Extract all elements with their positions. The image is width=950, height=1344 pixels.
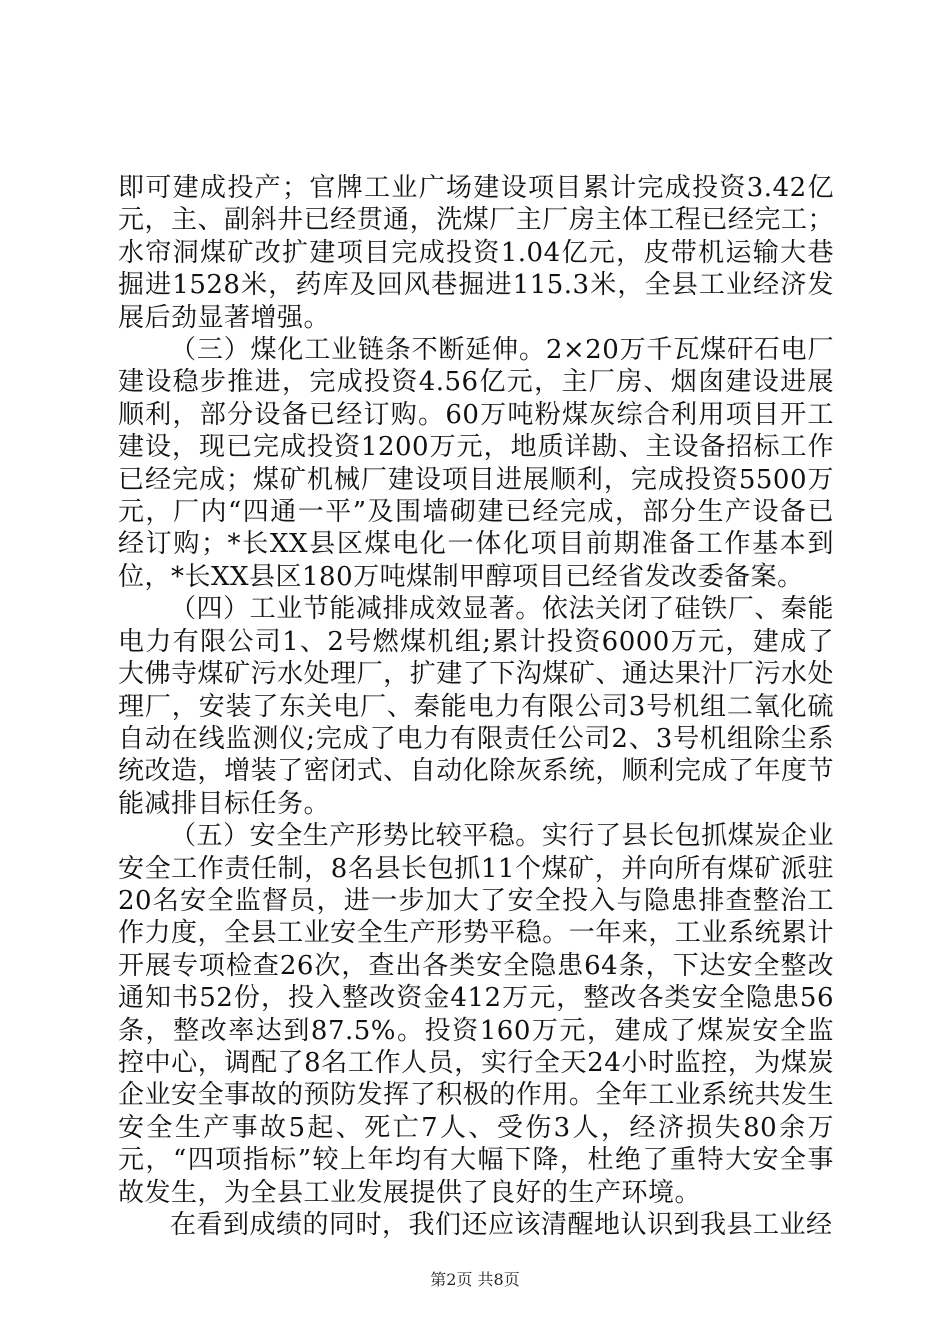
paragraph-section-4: （四）工业节能减排成效显著。依法关闭了硅铁厂、秦能电力有限公司1、2号燃煤机组;累计投资6000万元，建成了大佛寺煤矿污水处理厂，扩建了下沟煤矿、通达果汁厂污水处理厂，安装了东关电厂、秦能电力有限公司3号机组二氧化硫自动在线监测仪;完成了电力有限责任公司2、3号机组除尘系统改造，增装了密闭式、自动化除灰系统，顺利完成了年度节能减排目标任务。 [118, 594, 834, 819]
page-number-footer: 第2页 共8页 [430, 1270, 520, 1289]
paragraph-closing: 在看到成绩的同时，我们还应该清醒地认识到我县工业经 [170, 1210, 833, 1240]
document-body [118, 172, 834, 1241]
paragraph-section-5: （五）安全生产形势比较平稳。实行了县长包抓煤炭企业安全工作责任制，8名县长包抓11个煤矿，并向所有煤矿派驻20名安全监督员，进一步加大了安全投入与隐患排查整治工作力度，全县工业安全生产形势平稳。一年来，工业系统累计开展专项检查26次，查出各类安全隐患64条，下达安全整改通知书52份，投入整改资金412万元，整改各类安全隐患56条，整改率达到87.5%。投资160万元，建成了煤炭安全监控中心，调配了8名工作人员，实行全天24小时监控，为煤炭企业安全事故的预防发挥了积极的作用。全年工业系统共发生安全生产事故5起、死亡7人、受伤3人，经济损失80余万元，“四项指标”较上年均有大幅下降，杜绝了重特大安全事故发生，为全县工业发展提供了良好的生产环境。 [118, 821, 834, 1208]
paragraph-section-3: （三）煤化工业链条不断延伸。2×20万千瓦煤矸石电厂建设稳步推进，完成投资4.56亿元，主厂房、烟囱建设进展顺利，部分设备已经订购。60万吨粉煤灰综合利用项目开工建设，现已完成投资1200万元，地质详勘、主设备招标工作已经完成；煤矿机械厂建设项目进展顺利，完成投资5500万元，厂内“四通一平”及围墙砌建已经完成，部分生产设备已经订购；*长XX县区煤电化一体化项目前期准备工作基本到位，*长XX县区180万吨煤制甲醇项目已经省发改委备案。 [118, 335, 834, 592]
paragraph-continued: 即可建成投产；官牌工业广场建设项目累计完成投资3.42亿元，主、副斜井已经贯通，洗煤厂主厂房主体工程已经完工；水帘洞煤矿改扩建项目完成投资1.04亿元，皮带机运输大巷掘进1528米，药库及回风巷掘进115.3米，全县工业经济发展后劲显著增强。 [118, 173, 834, 333]
